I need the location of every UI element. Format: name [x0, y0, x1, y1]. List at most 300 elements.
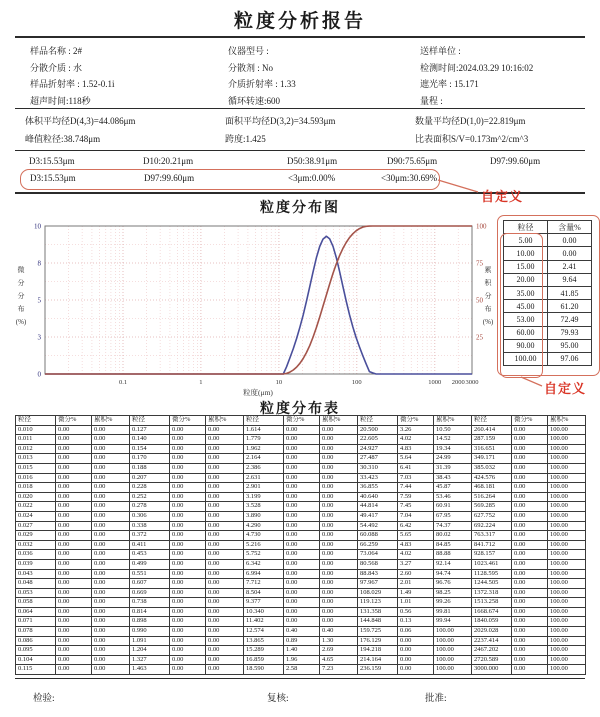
table-cell: 0.00 [170, 444, 206, 454]
table-cell: 0.00 [170, 569, 206, 579]
table-cell: 80.02 [434, 531, 472, 541]
table-cell: 0.00 [512, 646, 548, 656]
mini-table-cell: 95.00 [548, 339, 592, 352]
table-cell: 0.00 [56, 444, 92, 454]
table-cell: 5.752 [244, 550, 284, 560]
table-cell: 0.00 [206, 483, 244, 493]
table-cell: 100.00 [548, 569, 586, 579]
table-cell: 144.848 [358, 617, 398, 627]
table-cell: 0.00 [92, 569, 130, 579]
table-cell: 0.00 [320, 531, 358, 541]
mini-table-cell: 35.00 [504, 286, 548, 299]
y-right-axis-title: 累 [484, 266, 492, 274]
mini-table-cell: 15.00 [504, 260, 548, 273]
table-cell: 7.59 [398, 492, 434, 502]
table-cell: 99.26 [434, 598, 472, 608]
table-cell: 11.402 [244, 617, 284, 627]
table-cell: 100.00 [548, 531, 586, 541]
table-section-title: 粒度分布表 [260, 402, 340, 417]
table-cell: 316.651 [472, 444, 512, 454]
table-header-cell: 粒径 [16, 416, 56, 426]
table-cell: 0.990 [130, 627, 170, 637]
table-cell: 0.029 [16, 531, 56, 541]
table-cell: 0.00 [56, 636, 92, 646]
table-cell: 0.00 [56, 559, 92, 569]
table-cell: 7.44 [398, 483, 434, 493]
table-cell: 0.00 [56, 473, 92, 483]
table-cell: 100.00 [548, 540, 586, 550]
y-right-tick-label: 50 [476, 296, 483, 305]
table-cell: 0.00 [56, 502, 92, 512]
table-cell: 0.00 [284, 540, 320, 550]
mini-table-cell: 9.64 [548, 273, 592, 286]
chart-section-title: 粒度分布图 [260, 201, 340, 216]
table-cell: 0.020 [16, 492, 56, 502]
mini-table-cell: 41.85 [548, 286, 592, 299]
table-cell: 0.00 [170, 425, 206, 435]
table-cell: 100.00 [548, 511, 586, 521]
table-cell: 24.99 [434, 454, 472, 464]
table-cell: 0.00 [92, 454, 130, 464]
table-cell: 0.00 [206, 617, 244, 627]
mini-table-header-cell: 粒径 [504, 221, 548, 234]
table-cell: 0.00 [92, 435, 130, 445]
table-cell: 0.00 [56, 665, 92, 675]
table-cell: 0.56 [398, 607, 434, 617]
table-cell: 0.00 [206, 550, 244, 560]
info-cell: 量程 : [420, 95, 443, 106]
table-cell: 0.00 [206, 646, 244, 656]
table-cell: 0.207 [130, 473, 170, 483]
table-cell: 0.00 [92, 521, 130, 531]
mini-table-cell: 2.41 [548, 260, 592, 273]
table-cell: 9.377 [244, 598, 284, 608]
table-cell: 0.00 [170, 636, 206, 646]
table-cell: 60.088 [358, 531, 398, 541]
table-cell: 0.00 [284, 502, 320, 512]
table-row [16, 463, 586, 473]
info-cell: 分散剂 : No [228, 62, 274, 73]
table-cell: 100.00 [548, 435, 586, 445]
table-cell: 0.00 [170, 454, 206, 464]
table-cell: 0.00 [56, 454, 92, 464]
table-cell: 0.00 [170, 655, 206, 665]
table-cell: 4.02 [398, 435, 434, 445]
table-cell: 0.00 [92, 531, 130, 541]
table-cell: 36.855 [358, 483, 398, 493]
table-cell: 0.00 [56, 492, 92, 502]
table-cell: 1.204 [130, 646, 170, 656]
info-cell: 超声时间:118秒 [30, 95, 91, 106]
table-cell: 0.00 [92, 444, 130, 454]
table-header-cell: 累积% [206, 416, 244, 426]
table-cell: 0.453 [130, 550, 170, 560]
table-cell: 2.58 [284, 665, 320, 675]
table-cell: 0.00 [206, 492, 244, 502]
table-cell: 0.00 [170, 511, 206, 521]
table-row [16, 521, 586, 531]
table-cell: 0.00 [92, 607, 130, 617]
table-cell: 287.159 [472, 435, 512, 445]
table-cell: 0.00 [512, 473, 548, 483]
table-cell: 0.00 [170, 521, 206, 531]
table-cell: 841.712 [472, 540, 512, 550]
table-cell: 7.03 [398, 473, 434, 483]
table-cell: 5.65 [398, 531, 434, 541]
table-cell: 1.40 [284, 646, 320, 656]
table-cell: 0.00 [170, 473, 206, 483]
table-cell: 214.164 [358, 655, 398, 665]
table-cell: 0.00 [512, 559, 548, 569]
table-cell: 0.338 [130, 521, 170, 531]
sample-info-grid [0, 44, 600, 108]
table-cell: 0.010 [16, 425, 56, 435]
table-cell: 5.216 [244, 540, 284, 550]
y-right-axis-title: 布 [484, 305, 492, 313]
table-cell: 100.00 [548, 665, 586, 675]
table-cell: 0.00 [170, 617, 206, 627]
table-cell: 0.00 [170, 463, 206, 473]
table-cell: 569.285 [472, 502, 512, 512]
table-cell: 0.00 [92, 502, 130, 512]
y-left-tick-label: 5 [37, 296, 41, 305]
table-cell: 2.69 [320, 646, 358, 656]
table-cell: 194.218 [358, 646, 398, 656]
table-cell: 4.02 [398, 550, 434, 560]
mini-table-cell: 20.00 [504, 273, 548, 286]
table-cell: 0.00 [56, 569, 92, 579]
table-cell: 0.00 [284, 444, 320, 454]
table-cell: 4.65 [320, 655, 358, 665]
table-cell: 385.032 [472, 463, 512, 473]
table-cell: 0.00 [92, 511, 130, 521]
mini-table-cell: 72.49 [548, 313, 592, 326]
table-cell: 1513.258 [472, 598, 512, 608]
info-cell: 分散介质 : 水 [30, 62, 83, 73]
table-cell: 18.590 [244, 665, 284, 675]
table-cell: 0.00 [170, 627, 206, 637]
leader-line [521, 377, 542, 386]
table-cell: 0.00 [284, 521, 320, 531]
table-cell: 0.00 [170, 483, 206, 493]
table-cell: 88.843 [358, 569, 398, 579]
table-header-cell: 微分% [512, 416, 548, 426]
table-cell: 260.414 [472, 425, 512, 435]
table-cell: 0.00 [170, 588, 206, 598]
title-rule [15, 36, 585, 38]
table-header-cell: 微分% [170, 416, 206, 426]
table-cell: 31.39 [434, 463, 472, 473]
table-cell: 0.00 [320, 511, 358, 521]
x-tick-label: 0.1 [118, 379, 128, 386]
table-cell: 0.012 [16, 444, 56, 454]
table-cell: 20.500 [358, 425, 398, 435]
y-left-tick-label: 10 [34, 222, 41, 231]
table-cell: 100.00 [548, 617, 586, 627]
table-cell: 4.290 [244, 521, 284, 531]
table-cell: 15.289 [244, 646, 284, 656]
table-cell: 0.00 [320, 559, 358, 569]
mini-table-cell: 100.00 [504, 352, 548, 365]
table-cell: 0.00 [206, 435, 244, 445]
table-cell: 0.00 [56, 655, 92, 665]
info-cell: 检测时间:2024.03.29 10:16:02 [420, 62, 534, 73]
table-cell: 0.024 [16, 511, 56, 521]
table-cell: 100.00 [548, 627, 586, 637]
mini-table-cell: 5.00 [504, 234, 548, 247]
table-cell: 0.00 [206, 665, 244, 675]
table-cell: 3.890 [244, 511, 284, 521]
table-cell: 516.264 [472, 492, 512, 502]
table-cell: 0.00 [206, 473, 244, 483]
table-row [16, 416, 586, 426]
custom-annotation-label: 自定义 [481, 189, 524, 204]
table-cell: 7.04 [398, 511, 434, 521]
table-row [16, 559, 586, 569]
table-row [16, 483, 586, 493]
table-cell: 0.00 [320, 483, 358, 493]
differential-curve [45, 236, 472, 374]
table-cell: 0.00 [512, 655, 548, 665]
mini-table-cell: 53.00 [504, 313, 548, 326]
table-cell: 0.00 [92, 617, 130, 627]
table-cell: 6.994 [244, 569, 284, 579]
table-cell: 0.00 [170, 502, 206, 512]
table-cell: 0.00 [92, 627, 130, 637]
table-row [16, 473, 586, 483]
x-tick-label: 3000 [465, 379, 479, 386]
table-cell: 763.317 [472, 531, 512, 541]
table-cell: 1840.059 [472, 617, 512, 627]
table-cell: 33.423 [358, 473, 398, 483]
table-cell: 0.115 [16, 665, 56, 675]
table-cell: 0.00 [92, 492, 130, 502]
table-cell: 0.00 [284, 559, 320, 569]
table-cell: 424.576 [472, 473, 512, 483]
table-row [16, 598, 586, 608]
table-cell: 100.00 [548, 444, 586, 454]
table-cell: 67.95 [434, 511, 472, 521]
custom-range-item: D97:99.60μm [144, 173, 195, 183]
x-tick-label: 10 [275, 379, 283, 386]
table-cell: 0.078 [16, 627, 56, 637]
table-cell: 0.814 [130, 607, 170, 617]
table-cell: 0.06 [398, 627, 434, 637]
table-cell: 6.41 [398, 463, 434, 473]
table-cell: 131.358 [358, 607, 398, 617]
table-cell: 0.064 [16, 607, 56, 617]
table-header-cell: 微分% [56, 416, 92, 426]
table-cell: 0.00 [56, 540, 92, 550]
table-header-cell: 粒径 [130, 416, 170, 426]
table-cell: 45.87 [434, 483, 472, 493]
table-row [16, 511, 586, 521]
table-cell: 0.00 [512, 435, 548, 445]
y-right-tick-label: 25 [476, 333, 483, 342]
table-cell: 1.962 [244, 444, 284, 454]
percentile-item: D10:20.21μm [143, 156, 194, 166]
table-cell: 0.036 [16, 550, 56, 560]
table-cell: 0.00 [170, 531, 206, 541]
table-row [16, 531, 586, 541]
table-cell: 0.00 [170, 579, 206, 589]
table-cell: 1372.318 [472, 588, 512, 598]
table-row [16, 579, 586, 589]
table-cell: 0.00 [56, 646, 92, 656]
table-cell: 0.00 [92, 463, 130, 473]
table-cell: 0.00 [206, 627, 244, 637]
table-cell: 176.129 [358, 636, 398, 646]
table-cell: 0.00 [92, 665, 130, 675]
y-left-tick-label: 8 [37, 259, 41, 268]
table-cell: 627.752 [472, 511, 512, 521]
table-cell: 7.712 [244, 579, 284, 589]
table-cell: 0.00 [512, 531, 548, 541]
table-cell: 0.499 [130, 559, 170, 569]
table-cell: 0.00 [398, 636, 434, 646]
table-cell: 2467.202 [472, 646, 512, 656]
table-cell: 0.00 [284, 483, 320, 493]
footer-sign-item: 检验: [33, 694, 55, 704]
y-left-axis-title: (%) [15, 318, 27, 326]
table-cell: 2720.589 [472, 655, 512, 665]
table-cell: 1.091 [130, 636, 170, 646]
table-cell: 0.00 [320, 463, 358, 473]
table-header-cell: 累积% [92, 416, 130, 426]
table-cell: 0.016 [16, 473, 56, 483]
table-cell: 0.00 [284, 454, 320, 464]
table-cell: 0.00 [56, 521, 92, 531]
table-cell: 0.00 [320, 598, 358, 608]
table-cell: 100.00 [548, 588, 586, 598]
table-cell: 2.01 [398, 579, 434, 589]
mini-table-cell: 45.00 [504, 300, 548, 313]
table-row [16, 550, 586, 560]
table-cell: 0.00 [512, 617, 548, 627]
distribution-chart [0, 214, 500, 402]
table-cell: 0.306 [130, 511, 170, 521]
table-cell: 94.74 [434, 569, 472, 579]
custom-range-item: D3:15.53μm [30, 173, 76, 183]
table-header-cell: 粒径 [472, 416, 512, 426]
table-cell: 49.417 [358, 511, 398, 521]
table-cell: 0.00 [320, 425, 358, 435]
table-cell: 0.071 [16, 617, 56, 627]
info-cell: 送样单位 : [420, 46, 461, 56]
table-cell: 8.504 [244, 588, 284, 598]
table-cell: 24.927 [358, 444, 398, 454]
table-cell: 1.49 [398, 588, 434, 598]
mini-table-cell: 61.20 [548, 300, 592, 313]
table-cell: 0.00 [284, 425, 320, 435]
table-cell: 100.00 [548, 425, 586, 435]
y-left-axis-title: 微 [17, 266, 25, 274]
table-cell: 0.00 [206, 588, 244, 598]
table-cell: 0.00 [512, 598, 548, 608]
table-cell: 0.228 [130, 483, 170, 493]
table-cell: 0.898 [130, 617, 170, 627]
table-cell: 0.032 [16, 540, 56, 550]
table-cell: 4.83 [398, 444, 434, 454]
table-cell: 0.669 [130, 588, 170, 598]
stats-cell: 比表面积S/V=0.173m^2/cm^3 [415, 133, 529, 144]
table-cell: 0.00 [398, 646, 434, 656]
table-cell: 3.199 [244, 492, 284, 502]
table-cell: 0.00 [56, 531, 92, 541]
divider-rule [15, 678, 585, 679]
table-cell: 1.779 [244, 435, 284, 445]
info-cell: 样品名称 : 2# [30, 46, 83, 56]
table-row [16, 569, 586, 579]
table-cell: 100.00 [434, 627, 472, 637]
table-cell: 0.022 [16, 502, 56, 512]
y-right-axis-title: 分 [484, 292, 492, 300]
table-cell: 2.386 [244, 463, 284, 473]
info-cell: 遮光率 : 15.171 [420, 79, 479, 89]
table-row [16, 665, 586, 675]
table-cell: 0.00 [170, 665, 206, 675]
table-cell: 0.086 [16, 636, 56, 646]
table-cell: 0.00 [92, 559, 130, 569]
table-cell: 100.00 [434, 646, 472, 656]
y-left-axis-title: 布 [17, 305, 25, 313]
table-cell: 159.725 [358, 627, 398, 637]
table-cell: 0.00 [170, 607, 206, 617]
table-cell: 1.01 [398, 598, 434, 608]
table-cell: 0.607 [130, 579, 170, 589]
table-cell: 0.00 [170, 646, 206, 656]
table-cell: 13.865 [244, 636, 284, 646]
table-header-cell: 微分% [398, 416, 434, 426]
table-cell: 73.064 [358, 550, 398, 560]
table-cell: 0.00 [284, 492, 320, 502]
table-cell: 0.00 [206, 569, 244, 579]
mini-table-cell: 10.00 [504, 247, 548, 260]
mini-table-header-cell: 含量% [548, 221, 592, 234]
table-cell: 0.00 [284, 598, 320, 608]
table-cell: 0.00 [284, 463, 320, 473]
table-cell: 0.00 [284, 569, 320, 579]
table-cell: 2.631 [244, 473, 284, 483]
table-cell: 0.00 [512, 425, 548, 435]
table-cell: 3.528 [244, 502, 284, 512]
table-cell: 0.058 [16, 598, 56, 608]
table-cell: 1668.674 [472, 607, 512, 617]
table-cell: 6.42 [398, 521, 434, 531]
table-cell: 0.00 [320, 492, 358, 502]
table-cell: 0.00 [512, 627, 548, 637]
table-cell: 0.00 [512, 588, 548, 598]
custom-column-box [500, 233, 543, 378]
table-row [16, 588, 586, 598]
table-cell: 1.96 [284, 655, 320, 665]
table-cell: 0.015 [16, 463, 56, 473]
table-cell: 0.013 [16, 454, 56, 464]
mini-table-cell: 60.00 [504, 326, 548, 339]
table-cell: 0.252 [130, 492, 170, 502]
y-right-tick-label: 100 [476, 222, 487, 231]
table-cell: 0.372 [130, 531, 170, 541]
table-cell: 0.00 [512, 444, 548, 454]
table-cell: 0.00 [284, 588, 320, 598]
table-cell: 2237.414 [472, 636, 512, 646]
table-cell: 0.00 [320, 550, 358, 560]
footer-sign-item: 复核: [267, 694, 289, 704]
table-row [16, 444, 586, 454]
table-cell: 0.188 [130, 463, 170, 473]
table-cell: 0.00 [56, 550, 92, 560]
table-cell: 27.487 [358, 454, 398, 464]
